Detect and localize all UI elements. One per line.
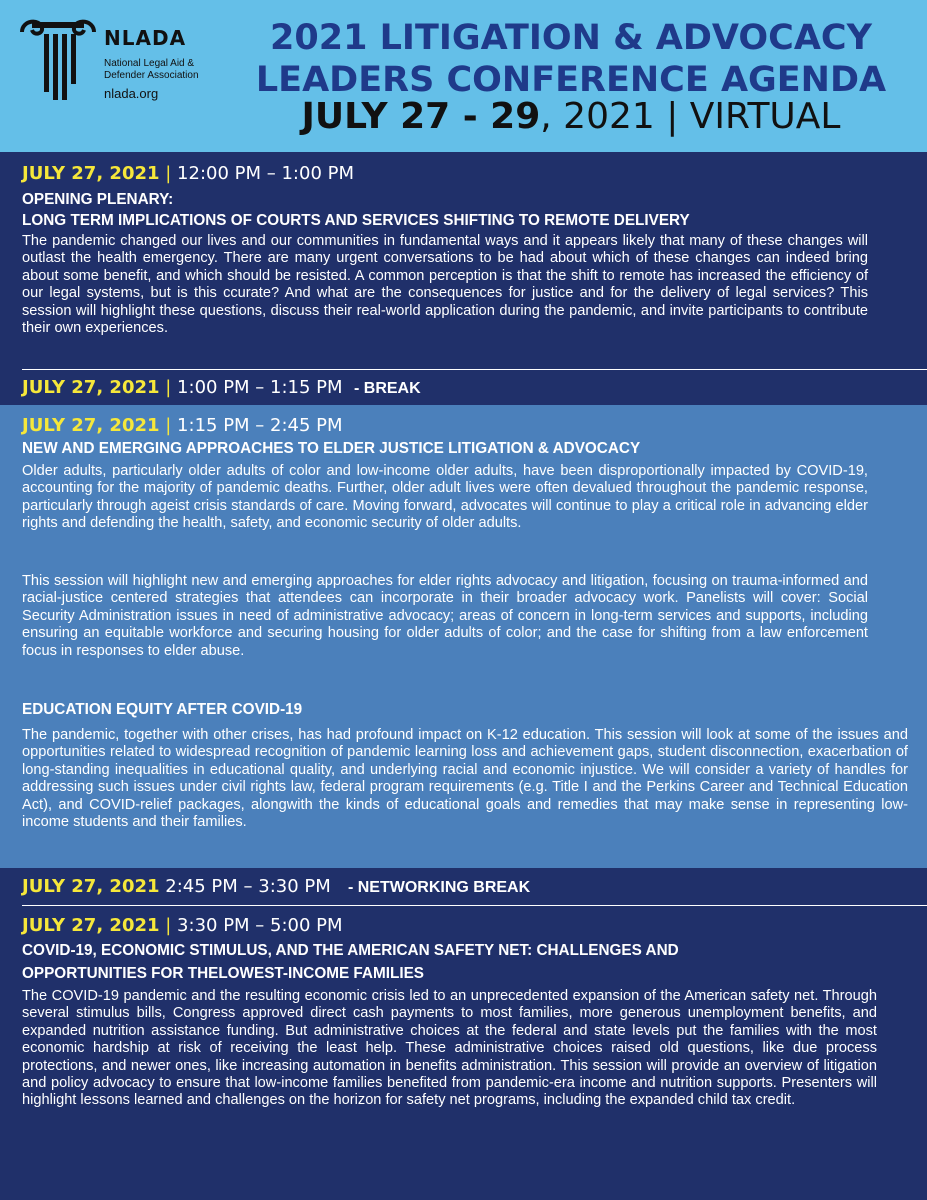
page-title-line-1: 2021 LITIGATION & ADVOCACY xyxy=(270,18,872,58)
session-heading xyxy=(22,415,343,437)
session-time: 3:30 PM – 5:00 PM xyxy=(177,915,343,936)
session-time: 12:00 PM – 1:00 PM xyxy=(177,163,354,184)
session-heading xyxy=(22,915,343,937)
session-date: JULY 27, 2021 xyxy=(22,415,160,436)
session-description-1: Older adults, particularly older adults of color and low-income older adults, have been disproportionally impacted by COVID-19, accounting for the majority of pandemic deaths. Further, older adult lives were often devalued throughout the pandemic response, particularly through ageist crisis standards of care. Moving forward, advocates will continue to play a critical role in advancing elder rights and defending the health, safety, and economic security of older adults. xyxy=(22,463,868,532)
session-date: JULY 27, 2021 xyxy=(22,377,160,398)
session-safety-net xyxy=(0,906,927,1200)
session-description-2: This session will highlight new and emerging approaches for elder rights advocacy and litigation, focusing on trauma-informed and racial-justice centered strategies that attendees can incorporate in their broader advocacy work. Panelists will cover: Social Security Administration issues in need of administrative advocacy; areas of concern in long-term services and supports, including ensuring an equitable workforce and securing housing for older adults of color; and the case for shifting from a law enforcement focus in responses to elder abuse. xyxy=(22,573,868,659)
session-break xyxy=(0,370,927,405)
session-heading xyxy=(22,163,354,185)
break-heading xyxy=(22,377,421,400)
session-elder-justice xyxy=(0,405,927,868)
pillar-icon xyxy=(18,14,98,104)
session-description-3: The pandemic, together with other crises, has had profound impact on K-12 education. This session will look at some of the issues and opportunities related to widespread recognition of pandemic learning loss and achievement gaps, student disconnection, exacerbation of long-standing inequalities in educational quality, and underlying racial and economic injustice. We will consider a variety of handles for addressing such issues under civil rights law, federal program requirements (e.g. Title I and the Perkins Career and Technical Education Act), and COVID-relief packages, alongwith the kinds of educational goals and remedies that may make sense in representing low-income students and their families. xyxy=(22,727,908,831)
conference-dates-bold: JULY 27 - 29 xyxy=(301,96,541,137)
session-time: 1:15 PM – 2:45 PM xyxy=(177,415,343,436)
session-separator: | xyxy=(159,377,178,398)
header-banner xyxy=(0,0,927,152)
session-subtitle: OPENING PLENARY: xyxy=(22,191,174,208)
session-date: JULY 27, 2021 xyxy=(22,876,160,897)
session-title: NEW AND EMERGING APPROACHES TO ELDER JUSTICE LITIGATION & ADVOCACY xyxy=(22,440,641,457)
session-separator: | xyxy=(159,915,178,936)
session-opening-plenary xyxy=(0,152,927,369)
session-title: COVID-19, ECONOMIC STIMULUS, AND THE AMERICAN SAFETY NET: CHALLENGES AND xyxy=(22,942,679,959)
session-date: JULY 27, 2021 xyxy=(22,915,160,936)
session-title: LONG TERM IMPLICATIONS OF COURTS AND SERVICES SHIFTING TO REMOTE DELIVERY xyxy=(22,212,690,229)
nlada-logo xyxy=(18,14,218,104)
session-date: JULY 27, 2021 xyxy=(22,163,160,184)
logo-subtitle: National Legal Aid & Defender Association xyxy=(104,58,199,81)
session-separator: | xyxy=(159,415,178,436)
session-networking-break xyxy=(0,868,927,905)
logo-url: nlada.org xyxy=(104,86,159,101)
conference-dates-rest: , 2021 | VIRTUAL xyxy=(540,96,841,137)
session-separator: | xyxy=(159,163,178,184)
break-label: - NETWORKING BREAK xyxy=(347,879,531,896)
session-description: The COVID-19 pandemic and the resulting economic crisis led to an unprecedented expansion of the American safety net. Through several stimulus bills, Congress approved direct cash payments to most families, more generous unemployment benefits, and expanded nutrition assistance funding. But administrative choices at the federal and state levels put the families with the most economic hardship at risk of receiving the least help. These administrative choices raised old questions, like due process protections, and newer ones, like increasing automation in benefits administration. This session will provide an overview of litigation and policy advocacy to ensure that low-income families benefited from pandemic-era income and nutrition supports. Presenters will highlight lessons learned and challenges on the horizon for safety net programs, including the expanded child tax credit. xyxy=(22,988,877,1109)
session-description: The pandemic changed our lives and our communities in fundamental ways and it appears likely that many of these changes will outlast the health emergency. There are many urgent conversations to be had about which of these changes can indeed bring about some benefit, and which should be resisted. A common perception is that the shift to remote has increased the efficiency of our legal systems, but is this ccurate? And what are the consequences for justice and for the delivery of legal services? This session will highlight these questions, discuss their real-world application during the pandemic, and invite participants to contribute their own experiences. xyxy=(22,233,868,337)
session-title-education: EDUCATION EQUITY AFTER COVID-19 xyxy=(22,701,303,718)
break-heading xyxy=(22,876,530,899)
conference-dates xyxy=(226,96,916,138)
break-label: - BREAK xyxy=(354,380,421,397)
page-title-line-2: LEADERS CONFERENCE AGENDA xyxy=(255,60,887,100)
session-title-cont: OPPORTUNITIES FOR THELOWEST-INCOME FAMILIES xyxy=(22,965,424,982)
session-time: 1:00 PM – 1:15 PM xyxy=(177,377,343,398)
logo-name: NLADA xyxy=(104,26,187,50)
session-time: 2:45 PM – 3:30 PM xyxy=(165,876,331,897)
